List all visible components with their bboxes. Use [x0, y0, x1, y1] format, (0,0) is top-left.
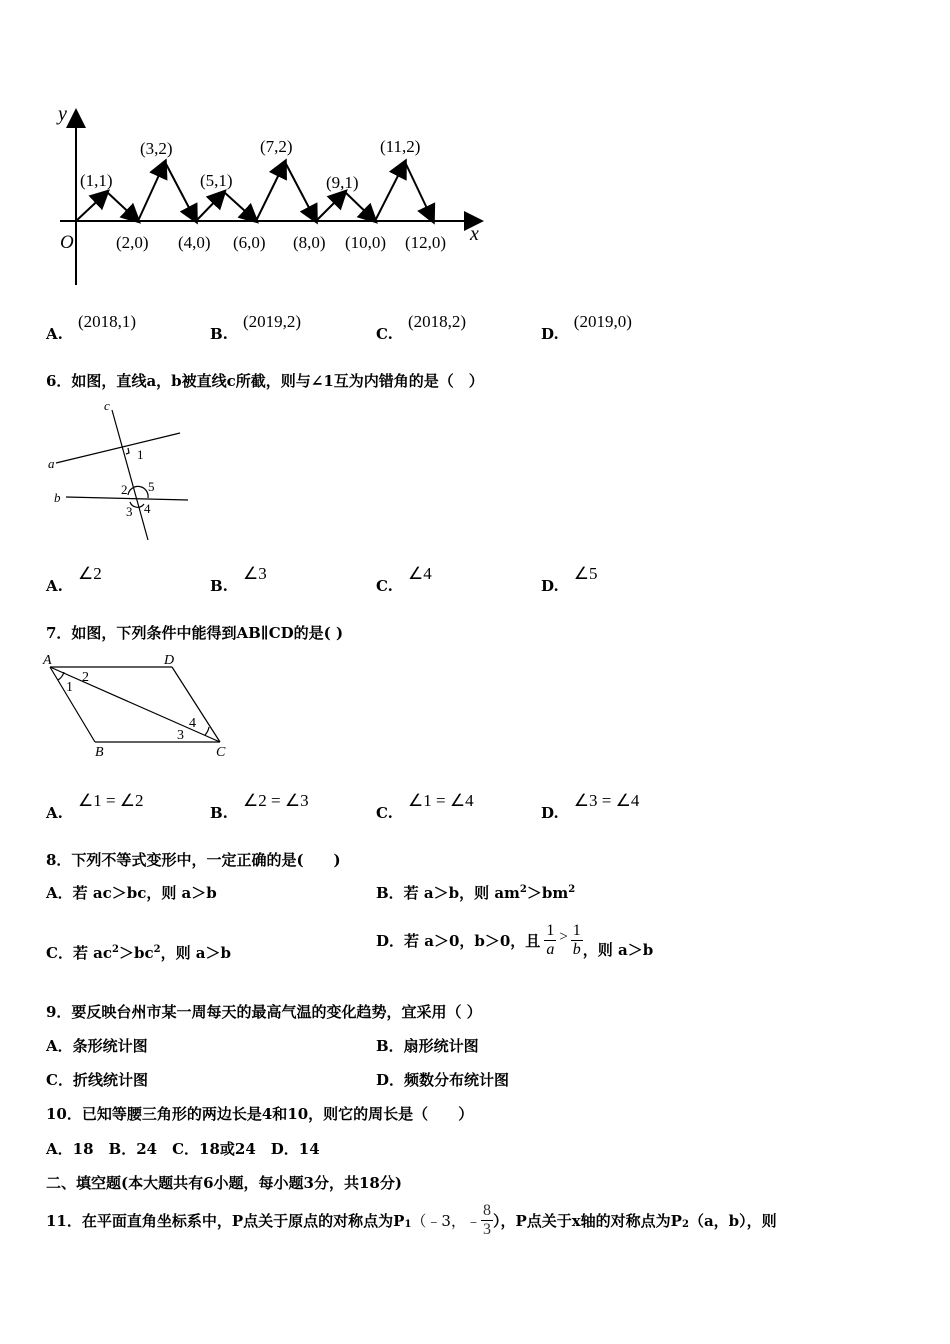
line-c	[112, 410, 148, 540]
stem-text: （a，b），则	[688, 1211, 777, 1230]
path-arrow	[138, 162, 165, 221]
q7-figure	[40, 650, 240, 762]
label-b: b	[54, 490, 61, 505]
path-arrow	[316, 192, 345, 221]
q8-option-b[interactable]	[376, 882, 575, 903]
vertex-d: D	[164, 653, 175, 668]
line-b	[66, 497, 188, 500]
point-label: (7,2)	[260, 137, 293, 156]
stem-text: ），P点关于x轴的对称点为P	[492, 1211, 682, 1230]
q8-option-d[interactable]	[376, 918, 653, 962]
option-text: B．若 a＞b，则 am	[376, 884, 520, 902]
path-arrow	[224, 192, 256, 221]
superscript: 2	[519, 884, 527, 895]
point-label: (1,1)	[80, 171, 113, 190]
q5-option-c[interactable]	[376, 312, 467, 343]
origin-label: O	[60, 232, 74, 253]
option-text: C．若 ac	[46, 944, 113, 962]
frac-den: b	[572, 940, 581, 958]
path-arrow	[405, 162, 433, 221]
frac-den: a	[546, 940, 555, 958]
label-3: 3	[177, 728, 184, 743]
option-text: ，则 a＞b	[582, 940, 654, 959]
option-letter: D.	[541, 804, 559, 822]
stem-text: 11．在平面直角坐标系中，P点关于原点的对称点为P	[46, 1211, 405, 1230]
option-value: ∠4	[408, 564, 432, 583]
zigzag-graph	[50, 100, 490, 290]
q10-stem: 10．已知等腰三角形的两边长是4和10，则它的周长是（ ）	[46, 1105, 474, 1123]
frac-num: 8	[482, 1201, 491, 1219]
fraction-1-over-a	[544, 922, 556, 959]
q10-options[interactable]: A．18 B．24 C．18或24 D．14	[46, 1140, 320, 1158]
option-letter: D.	[541, 577, 559, 595]
label-4: 4	[189, 716, 196, 731]
subscript: 2	[681, 1218, 689, 1230]
tick-label: (2,0)	[116, 233, 149, 252]
angle-arc	[58, 672, 64, 680]
superscript: 2	[153, 944, 161, 955]
option-letter: C.	[376, 577, 393, 595]
angle-1-mark	[126, 448, 129, 454]
q5-option-d[interactable]	[541, 312, 632, 343]
vertex-c: C	[216, 745, 226, 760]
q5-option-a[interactable]	[46, 312, 137, 343]
label-3: 3	[126, 504, 133, 519]
fraction-8-over-3	[481, 1202, 493, 1239]
point-label: (5,1)	[200, 171, 233, 190]
label-1: 1	[66, 680, 73, 695]
option-letter: B.	[210, 804, 228, 822]
option-value: ∠2 = ∠3	[243, 791, 309, 810]
q7-option-d[interactable]	[541, 791, 640, 822]
label-c: c	[104, 398, 110, 413]
label-2: 2	[82, 670, 89, 685]
q9-option-d[interactable]: D．频数分布统计图	[376, 1071, 510, 1089]
q11-stem	[46, 1198, 777, 1242]
option-letter: C.	[376, 325, 393, 343]
label-4: 4	[144, 501, 151, 516]
q7-option-b[interactable]	[210, 791, 309, 822]
path-arrow	[375, 162, 405, 221]
option-letter: B.	[210, 577, 228, 595]
tick-label: (6,0)	[233, 233, 266, 252]
superscript: 2	[568, 884, 576, 895]
greater-than: >	[559, 928, 568, 945]
path-arrow	[345, 192, 375, 221]
point-label: (3,2)	[140, 139, 173, 158]
path-arrow	[196, 192, 224, 221]
q7-option-a[interactable]	[46, 791, 144, 822]
label-1: 1	[137, 447, 144, 462]
option-letter: A.	[46, 577, 63, 595]
label-5: 5	[148, 479, 155, 494]
path-arrow	[285, 162, 316, 221]
fraction-1-over-b	[571, 922, 583, 959]
option-text: ，则 a＞b	[160, 944, 232, 962]
superscript: 2	[112, 944, 119, 955]
section-heading: 二、填空题(本大题共有6小题，每小题3分，共18分)	[46, 1174, 402, 1192]
q8-option-c[interactable]	[46, 942, 231, 963]
subscript: 1	[404, 1218, 412, 1230]
q6-option-b[interactable]	[210, 564, 267, 595]
angle-arc	[205, 727, 209, 735]
line-a	[56, 433, 180, 463]
option-value: ∠3 = ∠4	[573, 791, 640, 810]
frac-num: 1	[572, 921, 581, 939]
option-letter: A.	[46, 804, 63, 822]
q9-option-b[interactable]: B．扇形统计图	[376, 1037, 479, 1055]
option-text: ＞bm	[526, 884, 569, 902]
q6-stem: 6．如图，直线a，b被直线c所截，则与∠1互为内错角的是（ ）	[46, 372, 484, 390]
tick-label: (10,0)	[345, 233, 387, 252]
option-value: (2019,0)	[573, 312, 632, 331]
label-a: a	[48, 456, 55, 471]
path-arrow	[256, 162, 285, 221]
q6-figure	[44, 398, 204, 548]
vertex-a: A	[43, 653, 52, 668]
q7-option-c[interactable]	[376, 791, 474, 822]
q6-option-d[interactable]	[541, 564, 598, 595]
option-text: D．若 a＞0，b＞0，且	[376, 931, 541, 950]
path-arrow	[165, 162, 196, 221]
option-value: ∠2	[77, 564, 102, 583]
option-letter: C.	[376, 804, 393, 822]
option-value: ∠5	[573, 564, 598, 583]
q9-stem: 9．要反映台州市某一周每天的最高气温的变化趋势，宜采用（ ）	[46, 1003, 482, 1021]
option-letter: B.	[210, 325, 228, 343]
option-value: (2018,2)	[408, 312, 467, 331]
x-axis-label: x	[470, 223, 479, 245]
q5-option-b[interactable]	[210, 312, 302, 343]
q8-stem: 8．下列不等式变形中，一定正确的是( )	[46, 851, 341, 869]
option-text: ＞bc	[118, 944, 154, 962]
path-arrow	[107, 192, 138, 221]
q9-option-c[interactable]: C．折线统计图	[46, 1071, 148, 1089]
vertex-b: B	[95, 745, 104, 760]
option-value: (2019,2)	[243, 312, 302, 331]
option-value: ∠3	[243, 564, 267, 583]
option-value: ∠1 = ∠4	[408, 791, 474, 810]
option-letter: D.	[541, 325, 559, 343]
stem-text: （﹣3，﹣	[411, 1211, 481, 1230]
q6-option-c[interactable]	[376, 564, 432, 595]
point-label: (11,2)	[380, 137, 421, 156]
frac-den: 3	[482, 1220, 491, 1238]
tick-label: (4,0)	[178, 233, 211, 252]
label-2: 2	[121, 482, 128, 497]
q6-option-a[interactable]	[46, 564, 102, 595]
tick-label: (12,0)	[405, 233, 447, 252]
q7-stem: 7．如图，下列条件中能得到AB∥CD的是( )	[46, 624, 344, 642]
option-value: (2018,1)	[77, 312, 137, 331]
option-value: ∠1 = ∠2	[77, 791, 144, 810]
y-axis-label: y	[58, 103, 67, 125]
angle-arc	[128, 486, 148, 498]
point-label: (9,1)	[326, 173, 359, 192]
frac-num: 1	[546, 921, 555, 939]
q9-option-a[interactable]: A．条形统计图	[46, 1037, 148, 1055]
tick-label: (8,0)	[293, 233, 326, 252]
option-letter: A.	[46, 325, 63, 343]
q8-option-a[interactable]: A．若 ac＞bc，则 a＞b	[46, 884, 217, 902]
path-arrow	[76, 192, 107, 221]
